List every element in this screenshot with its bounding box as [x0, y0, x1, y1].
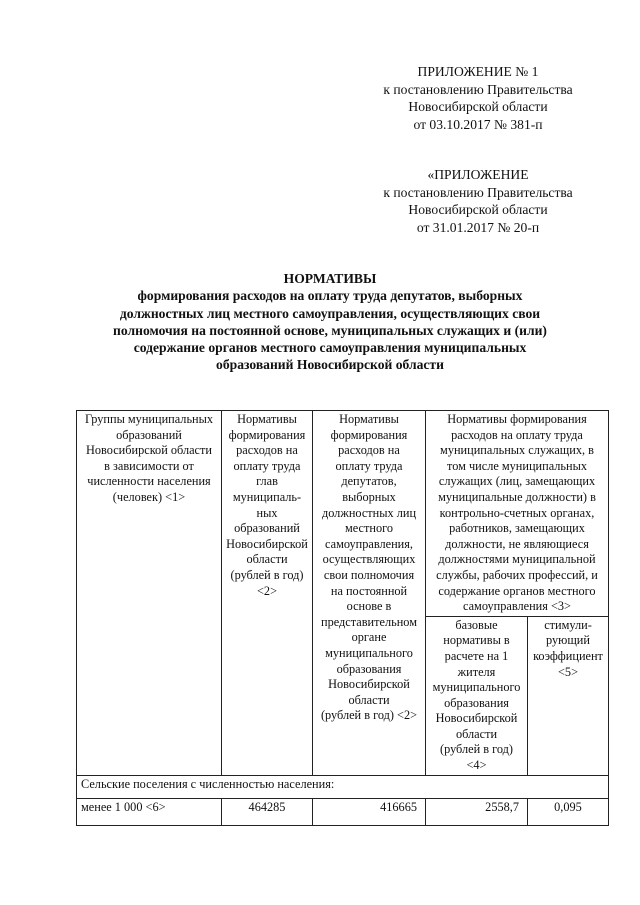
section-row-rural-settlements: Сельские поселения с численностью населения:: [77, 775, 609, 798]
appendix-1-line: к постановлению Правительства: [383, 81, 573, 97]
title-heading: НОРМАТИВЫ: [283, 271, 377, 286]
appendix-1-header: [348, 63, 608, 133]
header-deputies-column: Нормативы формирования расходов на оплату труда депутатов, выборных должностных лиц местного самоуправления, осуществляющих свои полномочия на постоянной основе в представительном органе муниципального образования Новосибирской области (рублей в год) <2>: [313, 411, 426, 776]
cell-population-group: менее 1 000 <6>: [77, 798, 222, 825]
cell-base-norm: 2558,7: [426, 798, 528, 825]
norms-table: [76, 410, 609, 826]
title-line: образований Новосибирской области: [216, 357, 444, 373]
header-base-norms-column: базовые нормативы в расчете на 1 жителя муниципального образования Новосибирской области (рублей в год) <4>: [426, 616, 528, 775]
header-heads-column: Нормативы формирования расходов на оплату труда глав муниципаль- ных образований Новосибирской области (рублей в год) <2>: [222, 411, 313, 776]
cell-coefficient: 0,095: [528, 798, 609, 825]
appendix-2-header: [348, 166, 608, 236]
title-line: полномочия на постоянной основе, муниципальных служащих и (или): [113, 322, 547, 338]
header-group-column: Группы муниципальных образований Новосибирской области в зависимости от численности населения (человек) <1>: [77, 411, 222, 776]
title-line: должностных лиц местного самоуправления, осуществляющих свои: [119, 305, 541, 321]
header-municipal-employees-group: Нормативы формирования расходов на оплату труда муниципальных служащих, в том числе муниципальных служащих (лиц, замещающих муниципальные должности) в контрольно-счетных органах, работников, замещающих должности, не являющиеся должностями муниципальной службы, рабочих профессий, и содержание органов местного самоуправления <3>: [426, 411, 609, 617]
table-row: [77, 798, 609, 825]
title-line: формирования расходов на оплату труда депутатов, выборных: [137, 288, 523, 304]
cell-deputies-norm: 416665: [313, 798, 426, 825]
appendix-2-title: «ПРИЛОЖЕНИЕ: [427, 167, 529, 182]
appendix-1-line: Новосибирской области: [408, 99, 548, 114]
document-title: [70, 270, 590, 374]
cell-heads-norm: 464285: [222, 798, 313, 825]
appendix-2-line: Новосибирской области: [408, 202, 548, 217]
appendix-1-date: от 03.10.2017 № 381-п: [413, 116, 543, 132]
header-coefficient-column: стимули- рующий коэффициент <5>: [528, 616, 609, 775]
appendix-2-date: от 31.01.2017 № 20-п: [416, 219, 540, 235]
appendix-1-title: ПРИЛОЖЕНИЕ № 1: [417, 64, 539, 79]
title-line: содержание органов местного самоуправления муниципальных: [133, 340, 527, 356]
appendix-2-line: к постановлению Правительства: [383, 184, 573, 200]
